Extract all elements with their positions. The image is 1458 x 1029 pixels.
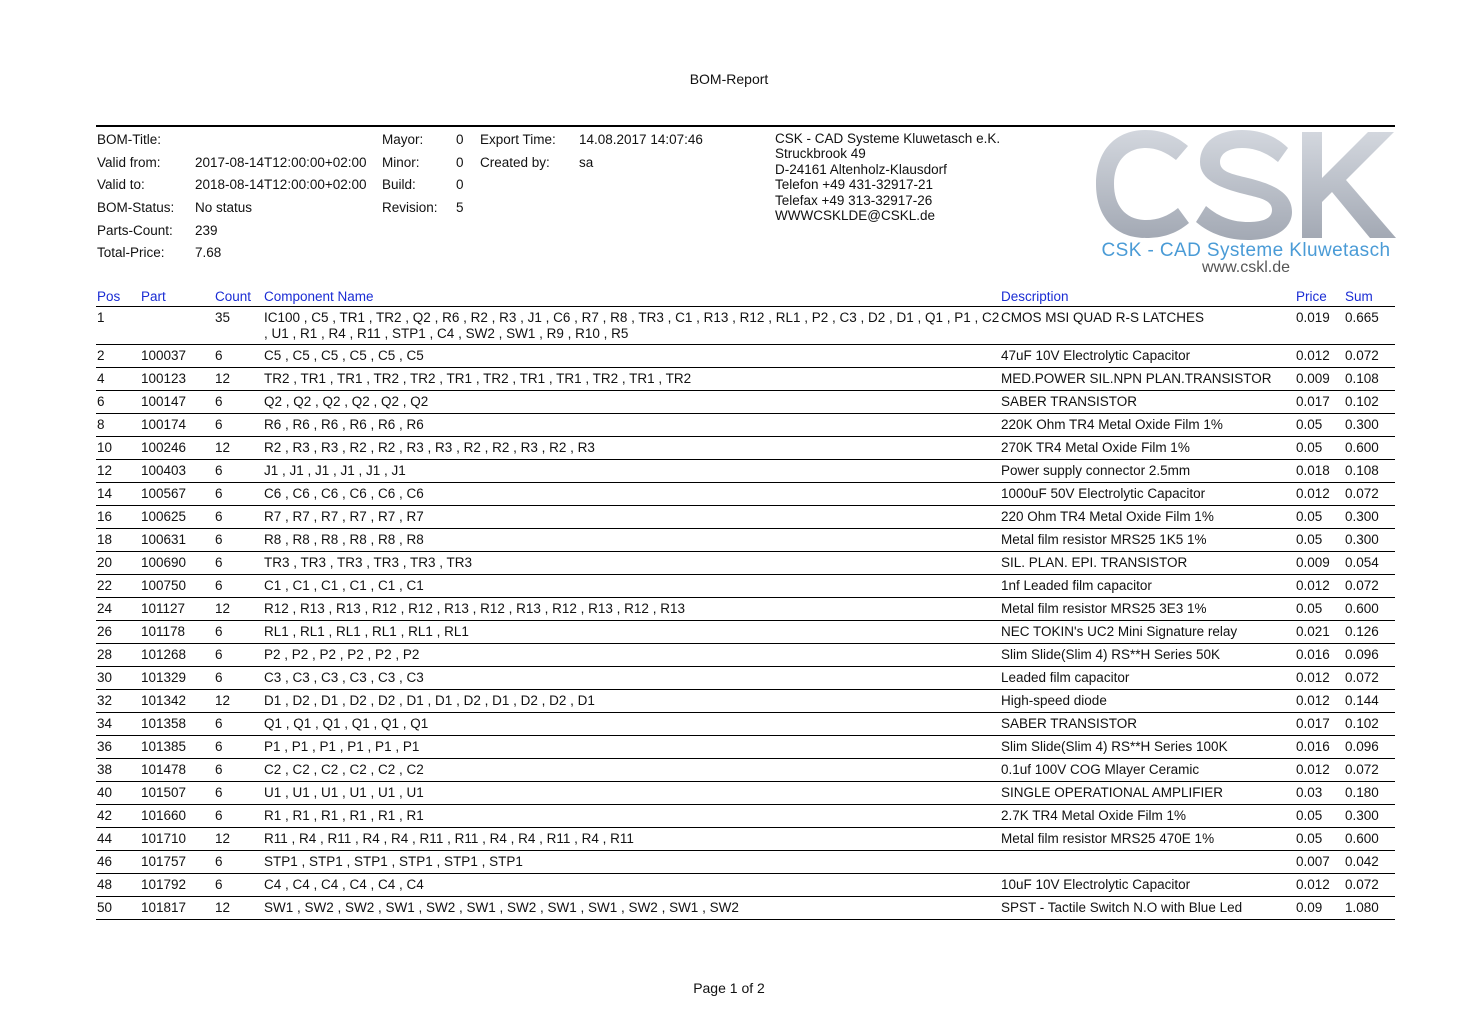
cell-count: 6 xyxy=(215,509,223,524)
build-value: 0 xyxy=(456,177,464,193)
cell-price: 0.05 xyxy=(1296,601,1323,616)
company-address xyxy=(775,131,1000,223)
cell-part: 100174 xyxy=(141,417,187,432)
cell-description: SPST - Tactile Switch N.O with Blue Led xyxy=(1001,900,1243,915)
cell-sum: 0.054 xyxy=(1345,555,1379,570)
cell-sum: 0.096 xyxy=(1345,739,1379,754)
cell-sum: 0.108 xyxy=(1345,371,1379,386)
table-row xyxy=(96,897,1395,920)
cell-description: 1nf Leaded film capacitor xyxy=(1001,578,1152,593)
header-price: Price xyxy=(1296,289,1327,304)
cell-pos: 26 xyxy=(97,624,113,639)
bom-status-value: No status xyxy=(195,200,253,216)
cell-description: NEC TOKIN's UC2 Mini Signature relay xyxy=(1001,624,1238,639)
table-row xyxy=(96,460,1395,483)
table-row xyxy=(96,736,1395,759)
total-price-label: Total-Price: xyxy=(97,245,165,261)
meta-block-version xyxy=(382,129,480,220)
cell-pos: 30 xyxy=(97,670,113,685)
cell-part: 101710 xyxy=(141,831,187,846)
cell-price: 0.03 xyxy=(1296,785,1323,800)
company-email: WWWCSKLDE@CSKL.de xyxy=(775,208,935,224)
cell-count: 6 xyxy=(215,486,223,501)
table-row xyxy=(96,598,1395,621)
cell-count: 35 xyxy=(215,310,231,325)
meta-block-left xyxy=(97,129,380,265)
cell-pos: 34 xyxy=(97,716,113,731)
cell-pos: 1 xyxy=(97,310,105,325)
cell-description: Slim Slide(Slim 4) RS**H Series 100K xyxy=(1001,739,1228,754)
cell-description: 1000uF 50V Electrolytic Capacitor xyxy=(1001,486,1206,501)
cell-sum: 0.300 xyxy=(1345,417,1379,432)
cell-count: 6 xyxy=(215,578,223,593)
cell-part: 101478 xyxy=(141,762,187,777)
cell-component-name: P2 , P2 , P2 , P2 , P2 , P2 xyxy=(264,647,420,662)
cell-component-name: D1 , D2 , D1 , D2 , D2 , D1 , D1 , D2 , D1 , D2 , D2 , D1 xyxy=(264,693,595,708)
export-time-label: Export Time: xyxy=(480,132,556,147)
cell-part: 100147 xyxy=(141,394,187,409)
cell-sum: 0.126 xyxy=(1345,624,1379,639)
created-by-value: sa xyxy=(579,154,594,170)
cell-component-name: R2 , R3 , R3 , R2 , R2 , R3 , R3 , R2 , R2 , R3 , R2 , R3 xyxy=(264,440,595,455)
cell-component-name: C6 , C6 , C6 , C6 , C6 , C6 xyxy=(264,486,424,501)
table-row xyxy=(96,506,1395,529)
table-row xyxy=(96,621,1395,644)
cell-description: Metal film resistor MRS25 1K5 1% xyxy=(1001,532,1207,547)
cell-count: 12 xyxy=(215,601,231,616)
cell-component-name: Q1 , Q1 , Q1 , Q1 , Q1 , Q1 xyxy=(264,716,429,731)
cell-pos: 38 xyxy=(97,762,113,777)
cell-part: 100625 xyxy=(141,509,187,524)
table-header xyxy=(96,288,1395,307)
cell-price: 0.012 xyxy=(1296,486,1330,501)
company-city: D-24161 Altenholz-Klausdorf xyxy=(775,161,947,177)
cell-count: 6 xyxy=(215,463,223,478)
cell-component-name: Q2 , Q2 , Q2 , Q2 , Q2 , Q2 xyxy=(264,394,429,409)
cell-sum: 0.102 xyxy=(1345,716,1379,731)
build-label: Build: xyxy=(382,177,416,193)
cell-price: 0.05 xyxy=(1296,831,1323,846)
created-by-label: Created by: xyxy=(480,154,550,170)
cell-sum: 0.072 xyxy=(1345,877,1379,892)
cell-count: 6 xyxy=(215,808,223,823)
cell-component-name: R12 , R13 , R13 , R12 , R12 , R13 , R12 , R13 , R12 , R13 , R12 , R13 xyxy=(264,601,685,616)
total-price-value: 7.68 xyxy=(195,245,222,261)
parts-count-label: Parts-Count: xyxy=(97,222,173,238)
cell-price: 0.012 xyxy=(1296,762,1330,777)
cell-description: SINGLE OPERATIONAL AMPLIFIER xyxy=(1001,785,1224,800)
cell-sum: 0.180 xyxy=(1345,785,1379,800)
company-street: Struckbrook 49 xyxy=(775,146,866,162)
cell-sum: 0.665 xyxy=(1345,310,1379,325)
cell-count: 6 xyxy=(215,647,223,662)
table-row xyxy=(96,391,1395,414)
cell-pos: 50 xyxy=(97,900,113,915)
cell-price: 0.012 xyxy=(1296,578,1330,593)
cell-price: 0.016 xyxy=(1296,739,1330,754)
cell-count: 6 xyxy=(215,394,223,409)
table-row xyxy=(96,575,1395,598)
cell-price: 0.05 xyxy=(1296,532,1323,547)
cell-component-name: STP1 , STP1 , STP1 , STP1 , STP1 , STP1 xyxy=(264,854,523,869)
cell-pos: 2 xyxy=(97,348,105,363)
table-row xyxy=(96,690,1395,713)
cell-sum: 0.300 xyxy=(1345,532,1379,547)
logo-url: www.cskl.de xyxy=(1201,259,1291,276)
cell-pos: 36 xyxy=(97,739,113,754)
header-description: Description xyxy=(1001,289,1069,304)
cell-component-name: R11 , R4 , R11 , R4 , R4 , R11 , R11 , R4 , R4 , R11 , R4 , R11 xyxy=(264,831,634,846)
cell-count: 6 xyxy=(215,762,223,777)
cell-price: 0.05 xyxy=(1296,440,1323,455)
meta-block-export xyxy=(480,129,703,174)
cell-pos: 42 xyxy=(97,808,113,823)
cell-pos: 8 xyxy=(97,417,105,432)
cell-component-name: SW1 , SW2 , SW2 , SW1 , SW2 , SW1 , SW2 , SW1 , SW1 , SW2 , SW1 , SW2 xyxy=(264,900,739,915)
cell-count: 6 xyxy=(215,624,223,639)
cell-count: 6 xyxy=(215,785,223,800)
table-row xyxy=(96,667,1395,690)
logo-subtitle: CSK - CAD Systeme Kluwetasch xyxy=(1101,240,1391,261)
cell-pos: 40 xyxy=(97,785,113,800)
cell-part: 100037 xyxy=(141,348,187,363)
cell-count: 6 xyxy=(215,877,223,892)
cell-count: 6 xyxy=(215,716,223,731)
revision-value: 5 xyxy=(456,200,464,216)
cell-component-name: TR3 , TR3 , TR3 , TR3 , TR3 , TR3 xyxy=(264,555,473,570)
cell-part: 100750 xyxy=(141,578,187,593)
valid-from-label: Valid from: xyxy=(97,154,161,170)
cell-pos: 24 xyxy=(97,601,113,616)
cell-price: 0.017 xyxy=(1296,716,1330,731)
cell-part: 101127 xyxy=(141,601,186,616)
cell-count: 6 xyxy=(215,739,223,754)
cell-sum: 0.600 xyxy=(1345,831,1379,846)
cell-count: 6 xyxy=(215,532,223,547)
table-row xyxy=(96,437,1395,460)
cell-pos: 28 xyxy=(97,647,113,662)
cell-sum: 0.600 xyxy=(1345,601,1379,616)
cell-component-name: C3 , C3 , C3 , C3 , C3 , C3 xyxy=(264,670,424,685)
cell-component-name: C4 , C4 , C4 , C4 , C4 , C4 xyxy=(264,877,424,892)
cell-count: 12 xyxy=(215,371,231,386)
cell-sum: 0.144 xyxy=(1345,693,1379,708)
cell-pos: 4 xyxy=(97,371,105,386)
cell-part: 101268 xyxy=(141,647,187,662)
cell-component-name: P1 , P1 , P1 , P1 , P1 , P1 xyxy=(264,739,420,754)
cell-sum: 0.072 xyxy=(1345,762,1379,777)
cell-component-name: R7 , R7 , R7 , R7 , R7 , R7 xyxy=(264,509,424,524)
cell-part: 100246 xyxy=(141,440,187,455)
cell-pos: 22 xyxy=(97,578,113,593)
valid-to-label: Valid to: xyxy=(97,177,145,193)
bom-status-label: BOM-Status: xyxy=(97,200,175,216)
cell-pos: 20 xyxy=(97,555,113,570)
header-component-name: Component Name xyxy=(264,289,374,304)
cell-pos: 48 xyxy=(97,877,113,892)
cell-description: Leaded film capacitor xyxy=(1001,670,1130,685)
cell-sum: 0.042 xyxy=(1345,854,1379,869)
table-row xyxy=(96,368,1395,391)
header-divider xyxy=(96,125,1395,127)
cell-part: 101358 xyxy=(141,716,187,731)
cell-pos: 44 xyxy=(97,831,113,846)
header-part: Part xyxy=(141,289,166,304)
cell-description: Metal film resistor MRS25 470E 1% xyxy=(1001,831,1215,846)
cell-price: 0.05 xyxy=(1296,417,1323,432)
cell-part: 101385 xyxy=(141,739,187,754)
cell-price: 0.019 xyxy=(1296,310,1330,325)
cell-part: 101329 xyxy=(141,670,187,685)
cell-price: 0.021 xyxy=(1296,624,1330,639)
cell-part: 100690 xyxy=(141,555,187,570)
minor-label: Minor: xyxy=(382,154,420,170)
company-telefax: Telefax +49 313-32917-26 xyxy=(775,192,933,208)
cell-description: Metal film resistor MRS25 3E3 1% xyxy=(1001,601,1207,616)
cell-part: 100567 xyxy=(141,486,187,501)
cell-price: 0.05 xyxy=(1296,509,1323,524)
report-title: BOM-Report xyxy=(689,71,769,87)
table-row xyxy=(96,713,1395,736)
cell-price: 0.012 xyxy=(1296,693,1330,708)
cell-pos: 12 xyxy=(97,463,113,478)
cell-price: 0.009 xyxy=(1296,371,1330,386)
cell-description: High-speed diode xyxy=(1001,693,1107,708)
mayor-label: Mayor: xyxy=(382,132,424,147)
cell-component-name: TR2 , TR1 , TR1 , TR2 , TR2 , TR1 , TR2 , TR1 , TR1 , TR2 , TR1 , TR2 xyxy=(264,371,692,386)
cell-component-name: J1 , J1 , J1 , J1 , J1 , J1 xyxy=(264,463,406,478)
cell-price: 0.05 xyxy=(1296,808,1323,823)
cell-description: 47uF 10V Electrolytic Capacitor xyxy=(1001,348,1191,363)
table-row xyxy=(96,414,1395,437)
table-row xyxy=(96,782,1395,805)
table-row xyxy=(96,851,1395,874)
cell-price: 0.016 xyxy=(1296,647,1330,662)
cell-component-name: RL1 , RL1 , RL1 , RL1 , RL1 , RL1 xyxy=(264,624,469,639)
cell-part: 101817 xyxy=(141,900,187,915)
cell-count: 12 xyxy=(215,693,231,708)
table-row xyxy=(96,345,1395,368)
cell-sum: 0.108 xyxy=(1345,463,1379,478)
cell-description: SIL. PLAN. EPI. TRANSISTOR xyxy=(1001,555,1188,570)
cell-count: 6 xyxy=(215,417,223,432)
cell-component-name: R8 , R8 , R8 , R8 , R8 , R8 xyxy=(264,532,424,547)
cell-description: Slim Slide(Slim 4) RS**H Series 50K xyxy=(1001,647,1221,662)
cell-component-name: C1 , C1 , C1 , C1 , C1 , C1 xyxy=(264,578,424,593)
header-pos: Pos xyxy=(97,289,121,304)
table-row xyxy=(96,552,1395,575)
cell-description: 220 Ohm TR4 Metal Oxide Film 1% xyxy=(1001,509,1214,524)
cell-part: 101507 xyxy=(141,785,187,800)
valid-to-value: 2018-08-14T12:00:00+02:00 xyxy=(195,177,367,193)
header-sum: Sum xyxy=(1345,289,1373,304)
cell-count: 6 xyxy=(215,854,223,869)
cell-pos: 32 xyxy=(97,693,113,708)
cell-sum: 0.072 xyxy=(1345,348,1379,363)
table-row xyxy=(96,874,1395,897)
cell-sum: 0.072 xyxy=(1345,578,1379,593)
cell-component-name: IC100 , C5 , TR1 , TR2 , Q2 , R6 , R2 , R3 , J1 , C6 , R7 , R8 , TR3 , C1 , R13 , R12 , RL1 , P2 , C3 , D2 , D1 , Q1 , P1 , C2 , U1 , R1 , R4 , R11 , STP1 , C4 , SW2 , SW1 , R9 , R10 , R5 xyxy=(264,310,1000,341)
csk-logo-mark xyxy=(1096,130,1396,240)
cell-price: 0.012 xyxy=(1296,348,1330,363)
cell-sum: 0.096 xyxy=(1345,647,1379,662)
cell-component-name: R6 , R6 , R6 , R6 , R6 , R6 xyxy=(264,417,424,432)
minor-value: 0 xyxy=(456,154,464,170)
cell-count: 12 xyxy=(215,900,231,915)
cell-price: 0.009 xyxy=(1296,555,1330,570)
cell-pos: 10 xyxy=(97,440,113,455)
cell-component-name: U1 , U1 , U1 , U1 , U1 , U1 xyxy=(264,785,424,800)
cell-price: 0.012 xyxy=(1296,877,1330,892)
bom-title-label: BOM-Title: xyxy=(97,132,161,147)
page-indicator: Page 1 of 2 xyxy=(693,980,765,996)
cell-part: 101792 xyxy=(141,877,187,892)
cell-price: 0.012 xyxy=(1296,670,1330,685)
cell-description: 270K TR4 Metal Oxide Film 1% xyxy=(1001,440,1190,455)
cell-pos: 16 xyxy=(97,509,113,524)
cell-pos: 6 xyxy=(97,394,105,409)
cell-count: 12 xyxy=(215,440,231,455)
cell-sum: 0.072 xyxy=(1345,670,1379,685)
cell-count: 6 xyxy=(215,670,223,685)
mayor-value: 0 xyxy=(456,132,464,147)
table-row xyxy=(96,307,1395,345)
cell-count: 6 xyxy=(215,348,223,363)
company-telefon: Telefon +49 431-32917-21 xyxy=(775,177,934,193)
cell-description: 220K Ohm TR4 Metal Oxide Film 1% xyxy=(1001,417,1223,432)
cell-description: 2.7K TR4 Metal Oxide Film 1% xyxy=(1001,808,1187,823)
cell-pos: 46 xyxy=(97,854,113,869)
table-row xyxy=(96,529,1395,552)
cell-component-name: C2 , C2 , C2 , C2 , C2 , C2 xyxy=(264,762,424,777)
parts-count-value: 239 xyxy=(195,222,218,238)
company-name: CSK - CAD Systeme Kluwetasch e.K. xyxy=(775,131,1001,146)
cell-description: 0.1uf 100V COG Mlayer Ceramic xyxy=(1001,762,1200,777)
cell-part: 101757 xyxy=(141,854,187,869)
header-count: Count xyxy=(215,289,252,304)
cell-price: 0.09 xyxy=(1296,900,1323,915)
cell-price: 0.007 xyxy=(1296,854,1330,869)
cell-part: 100403 xyxy=(141,463,187,478)
cell-description: SABER TRANSISTOR xyxy=(1001,394,1138,409)
valid-from-value: 2017-08-14T12:00:00+02:00 xyxy=(195,154,367,170)
cell-part: 101178 xyxy=(141,624,186,639)
cell-description: 10uF 10V Electrolytic Capacitor xyxy=(1001,877,1191,892)
cell-part: 100631 xyxy=(141,532,187,547)
cell-price: 0.018 xyxy=(1296,463,1330,478)
cell-description: Power supply connector 2.5mm xyxy=(1001,463,1191,478)
cell-sum: 0.102 xyxy=(1345,394,1379,409)
cell-pos: 18 xyxy=(97,532,113,547)
cell-component-name: R1 , R1 , R1 , R1 , R1 , R1 xyxy=(264,808,424,823)
export-time-value: 14.08.2017 14:07:46 xyxy=(579,132,703,147)
table-row xyxy=(96,483,1395,506)
cell-pos: 14 xyxy=(97,486,113,501)
cell-part: 101342 xyxy=(141,693,187,708)
cell-description: MED.POWER SIL.NPN PLAN.TRANSISTOR xyxy=(1001,371,1272,386)
cell-description: CMOS MSI QUAD R-S LATCHES xyxy=(1001,310,1205,325)
table-row xyxy=(96,644,1395,667)
cell-sum: 1.080 xyxy=(1345,900,1379,915)
table-row xyxy=(96,759,1395,782)
cell-sum: 0.300 xyxy=(1345,808,1379,823)
bom-table-body xyxy=(96,307,1395,920)
cell-part: 101660 xyxy=(141,808,187,823)
cell-component-name: C5 , C5 , C5 , C5 , C5 , C5 xyxy=(264,348,424,363)
cell-price: 0.017 xyxy=(1296,394,1330,409)
cell-count: 12 xyxy=(215,831,231,846)
cell-part: 100123 xyxy=(141,371,187,386)
cell-sum: 0.300 xyxy=(1345,509,1379,524)
revision-label: Revision: xyxy=(382,200,438,216)
bom-title-value xyxy=(195,129,380,152)
cell-sum: 0.600 xyxy=(1345,440,1379,455)
cell-description: SABER TRANSISTOR xyxy=(1001,716,1138,731)
table-row xyxy=(96,828,1395,851)
cell-count: 6 xyxy=(215,555,223,570)
cell-sum: 0.072 xyxy=(1345,486,1379,501)
table-row xyxy=(96,805,1395,828)
